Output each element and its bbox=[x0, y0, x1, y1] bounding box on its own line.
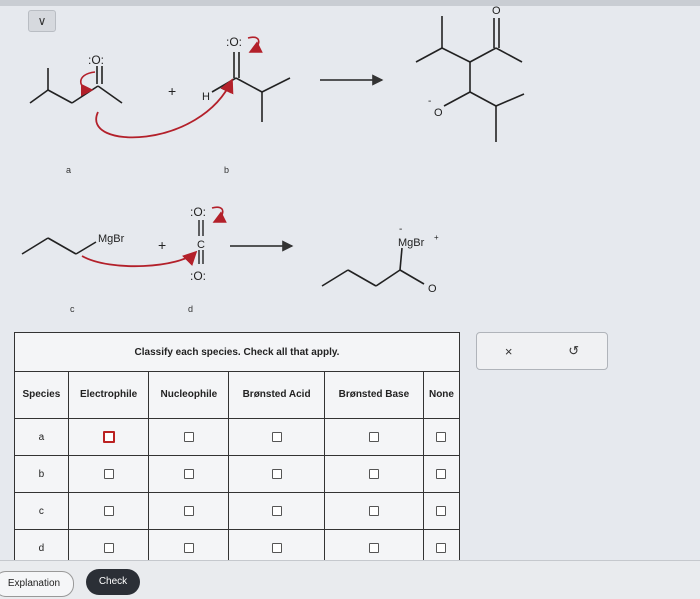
product-1-structure bbox=[416, 16, 524, 142]
product-2-mgbr-charge: + bbox=[434, 233, 439, 242]
species-c-mgbr: MgBr bbox=[98, 233, 125, 245]
label-c: c bbox=[70, 304, 75, 314]
label-d: d bbox=[188, 304, 194, 314]
product-1-oxygen-left: O bbox=[434, 107, 443, 119]
species-b-hydrogen: H bbox=[202, 91, 210, 103]
plus-sign-2: + bbox=[158, 237, 167, 253]
species-b-oxygen: :O: bbox=[226, 35, 243, 49]
species-a-structure bbox=[30, 66, 122, 103]
row-species-label: d bbox=[15, 530, 69, 567]
table-title: Classify each species. Check all that apply. bbox=[15, 333, 460, 372]
checkbox-c-bronsted-acid[interactable] bbox=[272, 506, 282, 516]
plus-sign-1: + bbox=[168, 83, 177, 99]
product-2-minus: - bbox=[399, 224, 403, 235]
product-2-mgbr: MgBr bbox=[398, 237, 425, 249]
checkbox-b-electrophile[interactable] bbox=[104, 469, 114, 479]
checkbox-b-none[interactable] bbox=[436, 469, 446, 479]
checkbox-c-none[interactable] bbox=[436, 506, 446, 516]
header-none: None bbox=[423, 372, 459, 419]
header-species: Species bbox=[15, 372, 69, 419]
checkbox-a-bronsted-base[interactable] bbox=[369, 432, 379, 442]
header-bronsted-acid: Brønsted Acid bbox=[229, 372, 325, 419]
table-row bbox=[15, 456, 460, 493]
species-d-oxygen-bottom: :O: bbox=[190, 269, 207, 283]
chevron-down-icon: ∨ bbox=[37, 14, 47, 28]
header-bronsted-base: Brønsted Base bbox=[324, 372, 423, 419]
check-button[interactable]: Check bbox=[86, 569, 140, 595]
checkbox-d-electrophile[interactable] bbox=[104, 543, 114, 553]
answer-tools bbox=[476, 332, 608, 370]
checkbox-a-nucleophile[interactable] bbox=[184, 432, 194, 442]
label-a: a bbox=[66, 165, 72, 175]
explanation-button[interactable]: Explanation bbox=[0, 571, 74, 597]
checkbox-c-electrophile[interactable] bbox=[104, 506, 114, 516]
checkbox-a-none[interactable] bbox=[436, 432, 446, 442]
species-d-curved-arrow bbox=[212, 207, 223, 222]
checkbox-d-bronsted-acid[interactable] bbox=[272, 543, 282, 553]
label-b: b bbox=[224, 165, 230, 175]
species-d-carbon: C bbox=[197, 239, 205, 251]
attack-curved-arrow bbox=[96, 80, 232, 137]
header-electrophile: Electrophile bbox=[68, 372, 149, 419]
row-species-label: a bbox=[15, 419, 69, 456]
checkbox-a-electrophile[interactable] bbox=[103, 431, 115, 443]
species-a-curved-arrow bbox=[81, 72, 95, 90]
species-d-oxygen-top: :O: bbox=[190, 205, 207, 219]
row-species-label: b bbox=[15, 456, 69, 493]
species-c-curved-arrow bbox=[82, 252, 196, 266]
table-row bbox=[15, 493, 460, 530]
species-b-structure bbox=[212, 52, 290, 122]
checkbox-d-nucleophile[interactable] bbox=[184, 543, 194, 553]
product-1-charge: - bbox=[428, 96, 432, 107]
checkbox-a-bronsted-acid[interactable] bbox=[272, 432, 282, 442]
checkbox-b-bronsted-base[interactable] bbox=[369, 469, 379, 479]
table-row bbox=[15, 419, 460, 456]
clear-icon[interactable]: × bbox=[504, 343, 513, 359]
species-a-oxygen: :O: bbox=[88, 53, 105, 67]
table-header-row bbox=[15, 372, 460, 419]
checkbox-c-nucleophile[interactable] bbox=[184, 506, 194, 516]
footer-bar bbox=[0, 560, 700, 599]
classify-table bbox=[14, 332, 460, 567]
checkbox-d-none[interactable] bbox=[436, 543, 446, 553]
checkbox-d-bronsted-base[interactable] bbox=[369, 543, 379, 553]
checkbox-c-bronsted-base[interactable] bbox=[369, 506, 379, 516]
header-nucleophile: Nucleophile bbox=[149, 372, 229, 419]
product-2-oxygen: O bbox=[428, 283, 437, 295]
species-b-curved-arrow bbox=[248, 37, 259, 52]
species-c-structure bbox=[22, 238, 96, 254]
row-species-label: c bbox=[15, 493, 69, 530]
checkbox-b-nucleophile[interactable] bbox=[184, 469, 194, 479]
product-1-oxygen-top: O bbox=[492, 5, 501, 17]
product-2-structure bbox=[322, 248, 424, 286]
checkbox-b-bronsted-acid[interactable] bbox=[272, 469, 282, 479]
undo-icon[interactable]: ↺ bbox=[568, 343, 580, 358]
